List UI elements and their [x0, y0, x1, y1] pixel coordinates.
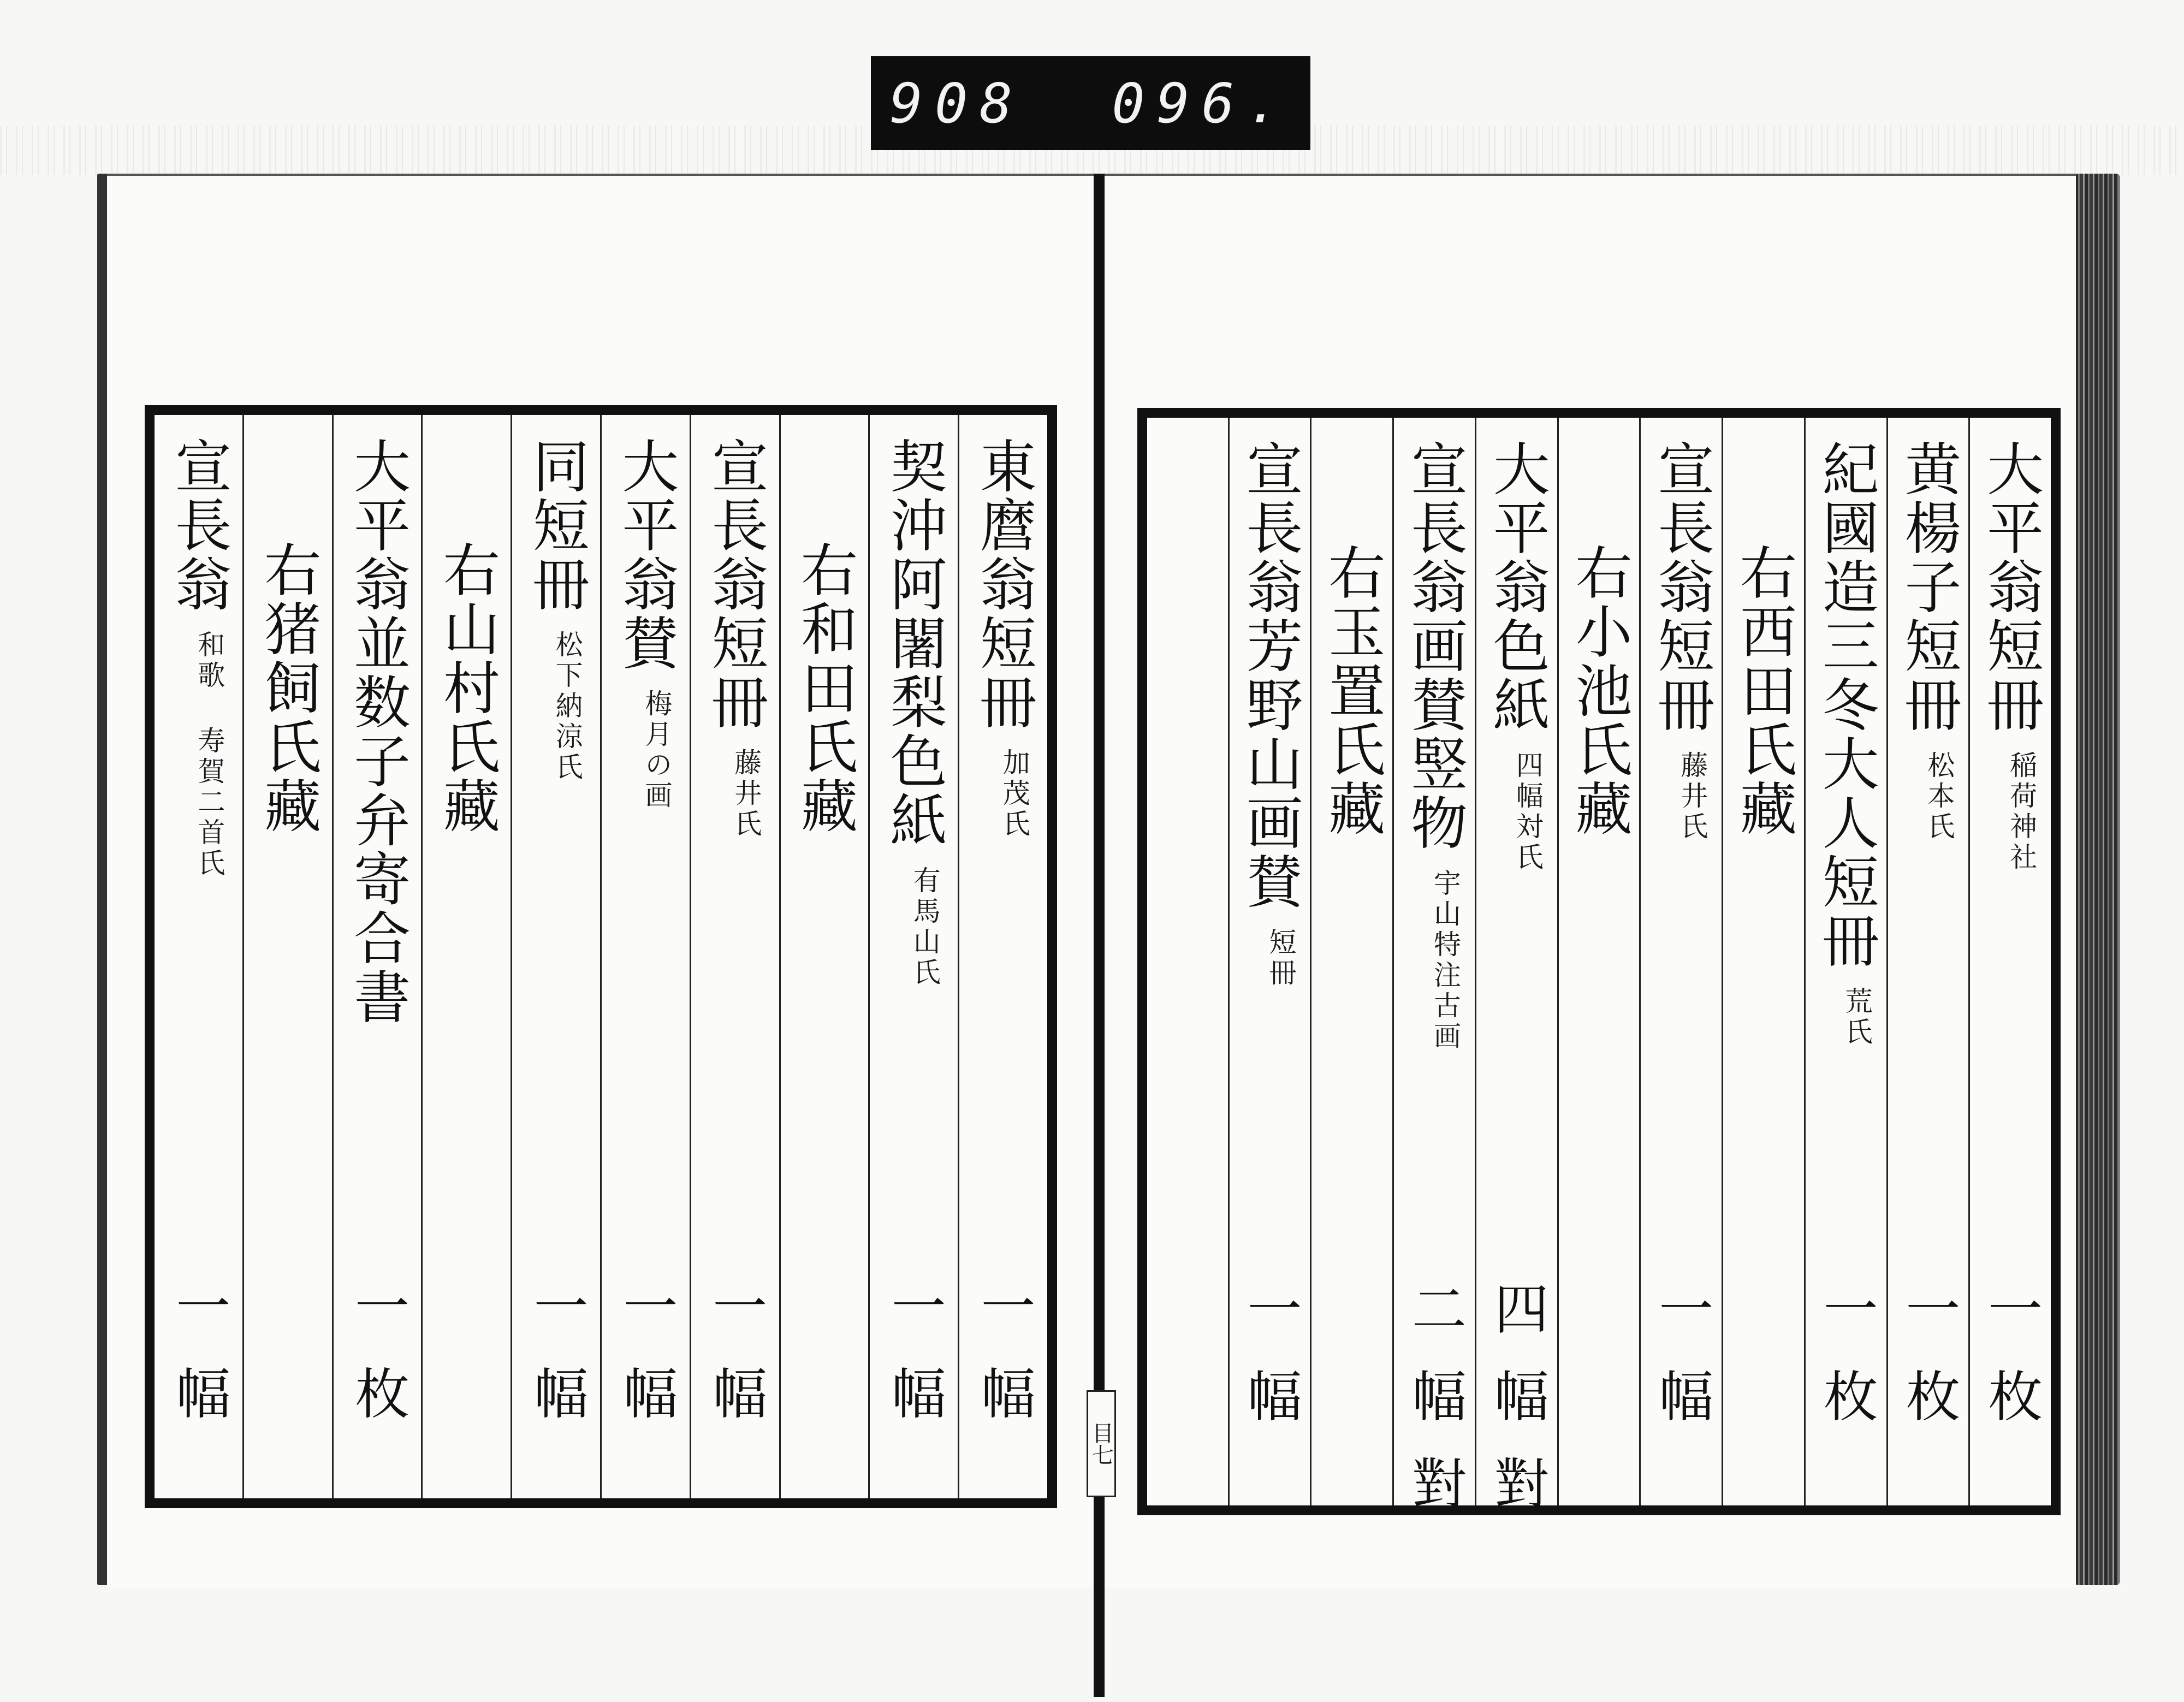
- entry-note: 松本氏: [1923, 751, 1955, 843]
- entry-count: 一枚: [1896, 1280, 1961, 1455]
- entry-title: 右猪飼氏藏: [254, 541, 322, 835]
- entry-title: 右山村氏藏: [433, 541, 500, 835]
- book-right-edge: [2075, 174, 2120, 1585]
- entry-note: 四幅対氏: [1511, 751, 1544, 873]
- entry-note: 和歌 寿賀二首氏: [193, 630, 225, 879]
- entry-title: 紀國造三冬大人短冊: [1812, 440, 1879, 970]
- entry-title: 右和田氏藏: [791, 541, 858, 835]
- entry-count: 一枚: [346, 1278, 410, 1452]
- entry-count: 一幅: [882, 1278, 946, 1452]
- archive-label: [871, 56, 1310, 150]
- left-entry-column: [868, 415, 958, 1498]
- right-entry-column: [1147, 418, 1228, 1505]
- right-entry-column: [1557, 418, 1640, 1505]
- entry-title: 宣長翁: [165, 437, 232, 614]
- page-number: 目七: [1087, 1390, 1116, 1497]
- entry-count: 一幅: [971, 1278, 1036, 1452]
- entry-note: 梅月の画: [640, 689, 673, 811]
- entry-note: 稲荷神社: [2005, 751, 2038, 873]
- entry-title: 同短冊: [523, 437, 590, 614]
- archive-code-left: 908: [889, 71, 1025, 135]
- entry-count: 一幅: [524, 1278, 589, 1452]
- entry-title: 大平翁短冊: [1977, 440, 2044, 734]
- entry-title: 契沖阿闍梨色紙: [880, 437, 947, 850]
- left-entry-column: [779, 415, 869, 1498]
- entry-title: 黄楊子短冊: [1895, 440, 1962, 734]
- entry-title: 宣長翁芳野山画賛: [1236, 440, 1303, 911]
- left-entry-column: [242, 415, 332, 1498]
- entry-note: 宇山特注古画: [1429, 869, 1461, 1052]
- entry-count: 二幅對: [1402, 1280, 1467, 1543]
- entry-count: 一幅: [1649, 1280, 1714, 1455]
- entry-count: 一幅: [703, 1278, 768, 1452]
- entry-note: 短冊: [1265, 928, 1297, 989]
- right-entry-column: [1968, 418, 2051, 1505]
- entry-count: 一幅: [1238, 1280, 1302, 1455]
- entry-count: 一幅: [167, 1278, 231, 1452]
- right-entry-column: [1639, 418, 1722, 1505]
- entry-title: 大平翁賛: [612, 437, 679, 673]
- left-entry-column: [958, 415, 1047, 1498]
- entry-title: 宣長翁画賛竪物: [1400, 440, 1468, 852]
- right-entry-column: [1804, 418, 1886, 1505]
- entry-note: 藤井氏: [1676, 751, 1708, 843]
- entry-title: 右西田氏藏: [1730, 543, 1797, 838]
- left-entry-column: [600, 415, 690, 1498]
- left-entry-column: [421, 415, 511, 1498]
- entry-note: 有馬山氏: [909, 866, 941, 988]
- right-entry-column: [1886, 418, 1969, 1505]
- right-entry-column: [1722, 418, 1804, 1505]
- entry-count: 一幅: [614, 1278, 678, 1452]
- entry-title: 右小池氏藏: [1565, 543, 1633, 838]
- left-page-frame: [145, 405, 1057, 1508]
- left-entry-column: [155, 415, 242, 1498]
- right-entry-column: [1310, 418, 1392, 1505]
- right-page-frame: [1137, 408, 2061, 1543]
- archive-code-right: 096.: [1112, 71, 1292, 135]
- entry-note: 藤井氏: [730, 748, 762, 840]
- entry-title: 右玉置氏藏: [1319, 543, 1386, 838]
- entry-title: 宣長翁短冊: [1648, 440, 1715, 734]
- entry-title: 宣長翁短冊: [702, 437, 769, 732]
- entry-title: 大平翁並数子弁寄合書: [344, 437, 411, 1027]
- right-entry-column: [1392, 418, 1475, 1543]
- entry-note: 松下納涼氏: [551, 630, 583, 783]
- entry-title: 東麿翁短冊: [970, 437, 1037, 732]
- entry-title: 大平翁色紙: [1483, 440, 1550, 734]
- entry-count: 四幅對: [1485, 1280, 1549, 1543]
- entry-count: 一枚: [1814, 1280, 1878, 1455]
- entry-count: 一枚: [1979, 1280, 2043, 1455]
- left-entry-column: [511, 415, 600, 1498]
- right-entry-column: [1475, 418, 1557, 1543]
- left-entry-column: [332, 415, 422, 1498]
- entry-note: 加茂氏: [998, 748, 1030, 840]
- entry-note: 荒氏: [1841, 987, 1873, 1048]
- left-entry-column: [690, 415, 779, 1498]
- right-entry-column: [1228, 418, 1310, 1505]
